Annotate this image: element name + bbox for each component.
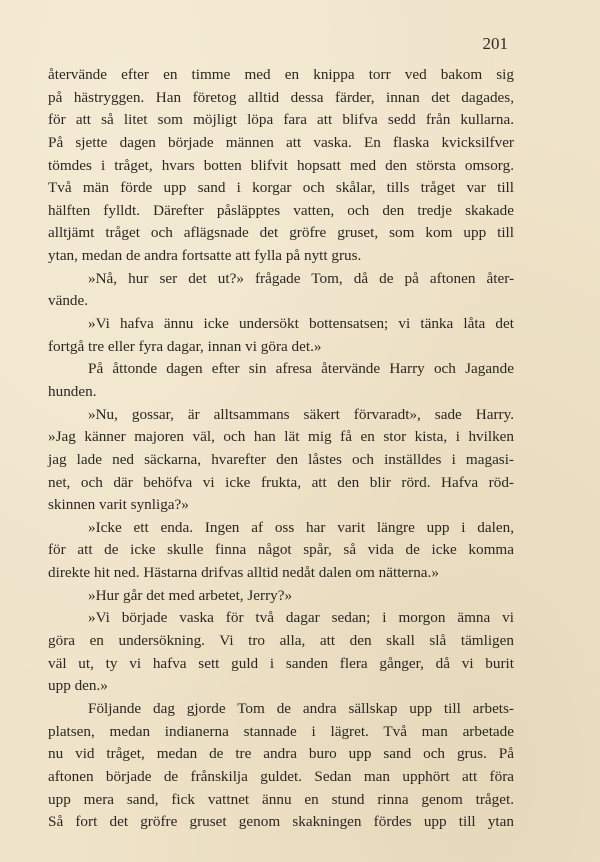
text-line: jag lade ned säckarna, hvarefter den låstes och inställdes i magasi-: [48, 450, 514, 468]
text-line: tömdes i tråget, hvars botten blifvit hopsatt med den största omsorg.: [48, 156, 514, 174]
text-line: väl ut, ty vi hafva sett guld i sanden flera gånger, då vi burit: [48, 654, 514, 672]
text-line: återvände efter en timme med en knippa torr ved bakom sig: [48, 66, 514, 83]
text-line: net, och där behöfva vi icke frukta, att den blir rörd. Hafva röd-: [48, 473, 514, 491]
page-number: 201: [482, 34, 508, 53]
text-line: Följande dag gjorde Tom de andra sällskap upp till arbets-: [88, 699, 514, 717]
text-line: vände.: [48, 292, 89, 310]
text-line: nu vid tråget, medan de tre andra buro upp sand och grus. På: [48, 745, 514, 763]
text-line: Två män förde upp sand i korgar och skålar, tills tråget var till: [48, 179, 514, 197]
text-line: upp den.»: [48, 677, 108, 695]
text-line: »Nå, hur ser det ut?» frågade Tom, då de på aftonen åter-: [88, 269, 514, 287]
text-line: fortgå tre eller fyra dagar, innan vi göra det.»: [48, 337, 322, 355]
text-line: På åttonde dagen efter sin afresa återvände Harry och Jagande: [88, 360, 514, 378]
text-line: hälften fylldt. Därefter påsläpptes vatten, och den tredje skakade: [48, 201, 514, 219]
text-line: för att så litet som möjligt löpa fara att blifva sedd från kullarna.: [48, 111, 514, 129]
text-line: hunden.: [48, 382, 97, 400]
text-line: »Vi hafva ännu icke undersökt bottensatsen; vi tänka låta det: [88, 315, 514, 333]
text-line: »Icke ett enda. Ingen af oss har varit längre upp i dalen,: [88, 518, 514, 536]
text-line: »Nu, gossar, är alltsammans säkert förvaradt», sade Harry.: [88, 405, 514, 423]
text-line: skinnen varit synliga?»: [48, 496, 189, 514]
text-line: direkte hit ned. Hästarna drifvas alltid nedåt dalen om nätterna.»: [48, 564, 439, 582]
text-line: »Hur går det med arbetet, Jerry?»: [88, 586, 293, 604]
text-line: upp mera sand, fick vattnet ännu en stund rinna genom tråget.: [48, 790, 514, 808]
text-line: platsen, medan indianerna stannade i lägret. Två man arbetade: [48, 722, 514, 740]
text-line: På sjette dagen började männen att vaska. En flaska kvicksilfver: [48, 133, 514, 151]
text-line: på hästryggen. Han företog alltid dessa färder, innan det dagades,: [48, 88, 514, 106]
text-line: Så fort det gröfre gruset genom skakningen fördes upp till ytan: [48, 813, 514, 831]
text-line: ytan, medan de andra fortsatte att fylla på nytt grus.: [48, 247, 362, 265]
text-line: för att de icke skulle finna något spår, så vida de icke komma: [48, 541, 514, 559]
text-line: »Vi började vaska för två dagar sedan; i morgon ämna vi: [88, 609, 514, 627]
text-line: »Jag känner majoren väl, och han lät mig få en stor kista, i hvilken: [48, 428, 514, 446]
text-line: göra en undersökning. Vi tro alla, att den skall slå tämligen: [48, 632, 514, 650]
body-text: [48, 64, 514, 834]
text-line: aftonen började de frånskilja guldet. Sedan man upphört att föra: [48, 767, 514, 785]
text-line: alltjämt tråget och aflägsnade det gröfre gruset, som kom upp till: [48, 224, 514, 242]
